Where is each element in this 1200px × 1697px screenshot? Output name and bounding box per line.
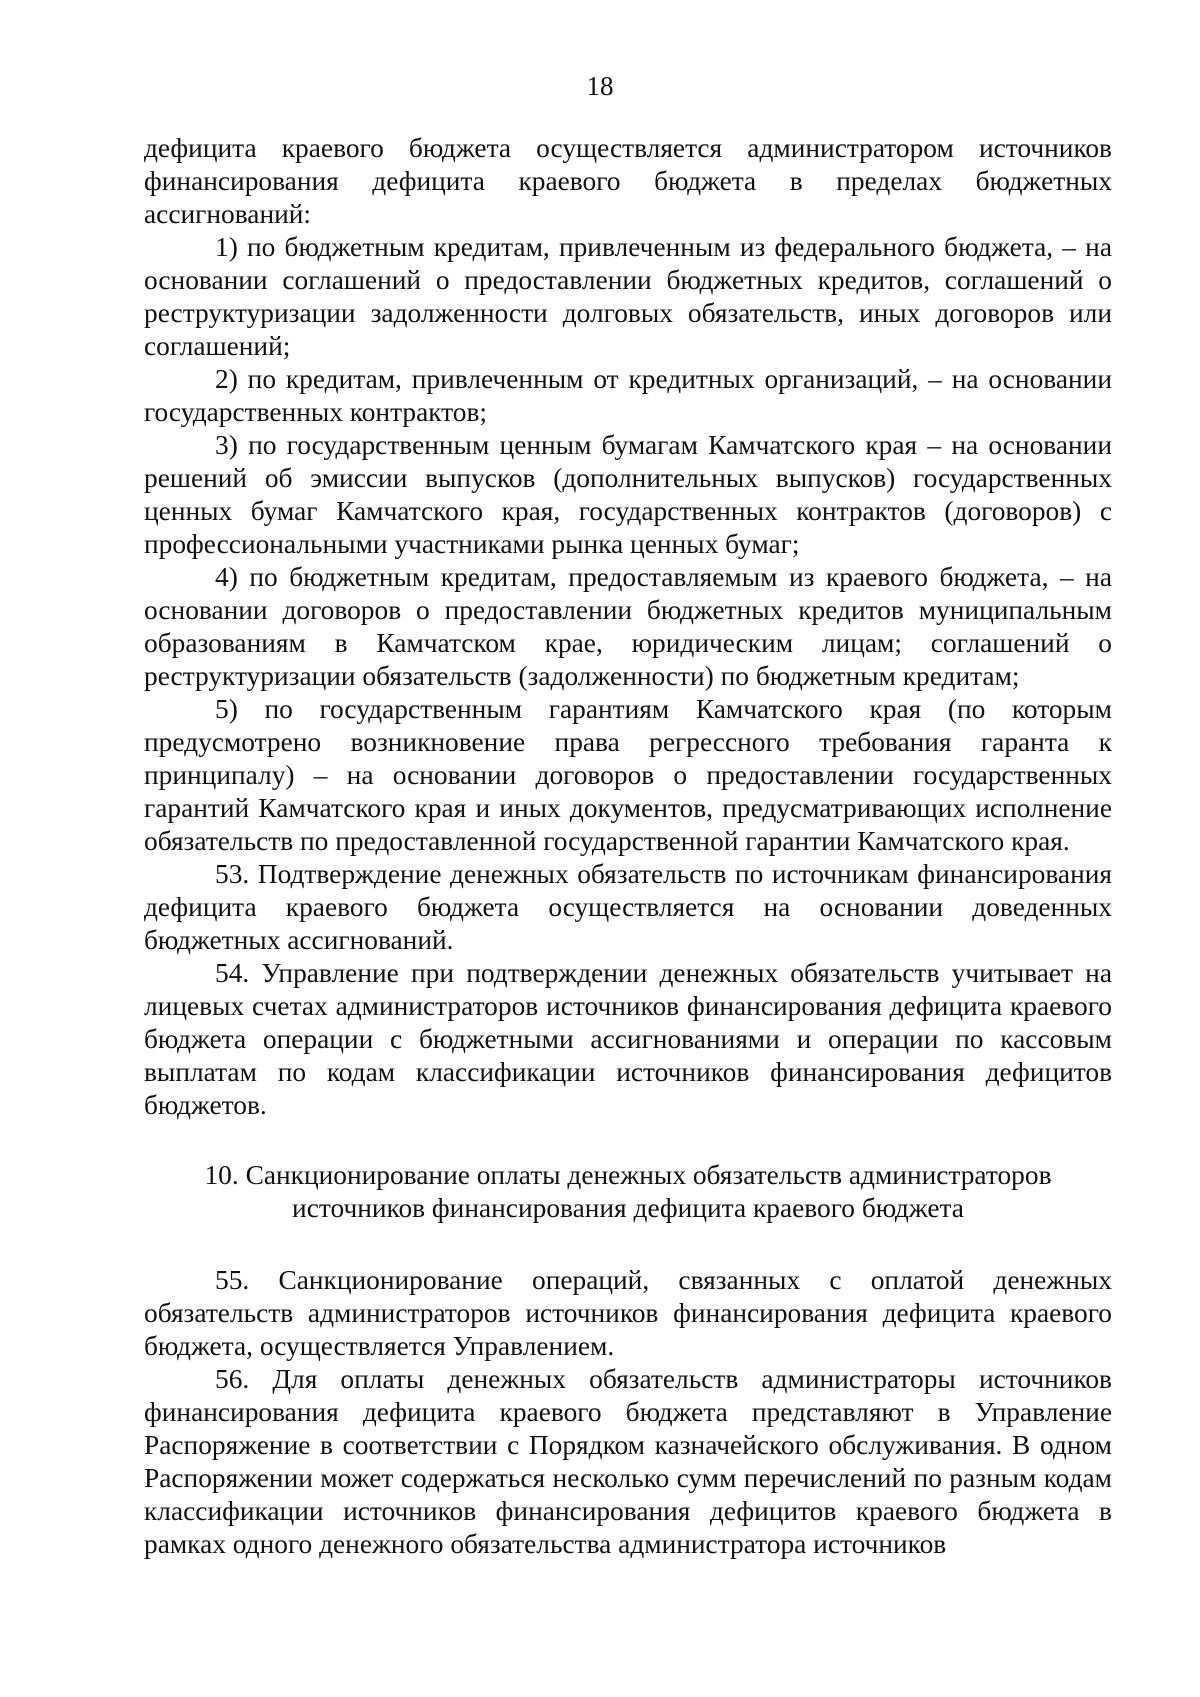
document-body (144, 132, 1112, 1561)
paragraph-55: 55. Санкционирование операций, связанных с оплатой денежных обязательств администраторов источников финансирования дефицита краевого бюджета, осуществляется Управлением. (144, 1265, 1112, 1361)
paragraph-54: 54. Управление при подтверждении денежных обязательств учитывает на лицевых счетах администраторов источников финансирования дефицита краевого бюджета операции с бюджетными ассигнованиями и операции по кассовым выплатам по кодам классификации источников финансирования дефицитов бюджетов. (144, 958, 1112, 1120)
paragraph-item-5: 5) по государственным гарантиям Камчатского края (по которым предусмотрено возникновение права регрессного требования гаранта к принципалу) – на основании договоров о предоставлении государственных гарантий Камчатского края и иных документов, предусматривающих исполнение обязательств по предоставленной государственной гарантии Камчатского края. (144, 694, 1112, 856)
paragraph-53: 53. Подтверждение денежных обязательств по источникам финансирования дефицита краевого бюджета осуществляется на основании доведенных бюджетных ассигнований. (144, 859, 1112, 955)
paragraph-item-4: 4) по бюджетным кредитам, предоставляемым из краевого бюджета, – на основании договоров о предоставлении бюджетных кредитов муниципальным образованиям в Камчатском крае, юридическим лицам; соглашений о реструктуризации обязательств (задолженности) по бюджетным кредитам; (144, 562, 1112, 691)
paragraph-item-3: 3) по государственным ценным бумагам Камчатского края – на основании решений об эмиссии выпусков (дополнительных выпусков) государственных ценных бумаг Камчатского края, государственных контрактов (договоров) с профессиональными участниками рынка ценных бумаг; (144, 430, 1112, 559)
section-heading-10 (144, 1159, 1112, 1225)
paragraph-continuation: дефицита краевого бюджета осуществляется администратором источников финансирования дефицита краевого бюджета в пределах бюджетных ассигнований: (144, 133, 1112, 229)
section-heading-line-1: 10. Санкционирование оплаты денежных обязательств администраторов (204, 1160, 1052, 1190)
section-heading-line-2: источников финансирования дефицита краевого бюджета (292, 1193, 964, 1223)
page-number: 18 (586, 71, 614, 101)
paragraph-item-1: 1) по бюджетным кредитам, привлеченным из федерального бюджета, – на основании соглашений о предоставлении бюджетных кредитов, соглашений о реструктуризации задолженности долговых обязательств, иных договоров или соглашений; (144, 232, 1112, 361)
paragraph-56: 56. Для оплаты денежных обязательств администраторы источников финансирования дефицита краевого бюджета представляют в Управление Распоряжение в соответствии с Порядком казначейского обслуживания. В одном Распоряжении может содержаться несколько сумм перечислений по разным кодам классификации источников финансирования дефицитов краевого бюджета в рамках одного денежного обязательства администратора источников (144, 1364, 1112, 1559)
paragraph-item-2: 2) по кредитам, привлеченным от кредитных организаций, – на основании государственных контрактов; (144, 364, 1112, 427)
